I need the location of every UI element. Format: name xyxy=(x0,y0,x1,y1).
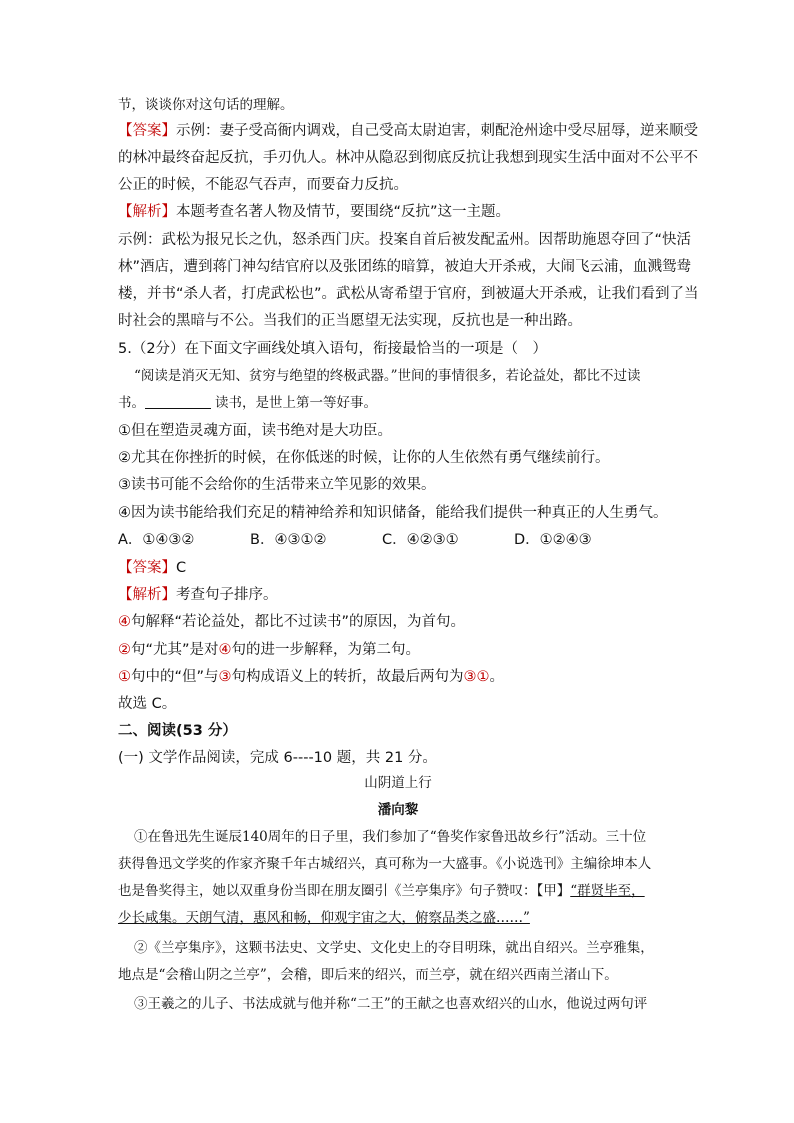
choice-c: C．④②③① xyxy=(382,532,459,548)
answer-tag: 【答案】 xyxy=(118,123,176,139)
sentence-option: ①但在塑造灵魂方面，读书绝对是大功臣。 xyxy=(118,423,392,439)
article-paragraph: 获得鲁迅文学奖的作家齐聚千年古城绍兴，真可称为一大盛事。《小说选刊》主编徐坤本人 xyxy=(118,856,652,872)
analysis-line: 【解析】考查句子排序。 xyxy=(118,587,278,603)
article-author: 潘向黎 xyxy=(377,802,419,818)
fill-blank xyxy=(145,394,211,409)
choice-options xyxy=(118,527,678,554)
analysis-tag: 【解析】 xyxy=(118,204,176,220)
quote-line: 书。 读书，是世上第一等好事。 xyxy=(118,395,377,411)
article-paragraph: 地点是“会稽山阴之兰亭”，会稽，即后来的绍兴，而兰亭，就在绍兴西南兰渚山下。 xyxy=(118,967,618,983)
choice-a: A．①④③② xyxy=(118,532,195,548)
text-line: 节，谈谈你对这句话的理解。 xyxy=(118,97,294,113)
subsection-heading: (一) 文学作品阅读，完成 6----10 题，共 21 分。 xyxy=(118,750,437,766)
text-line: 故选 C。 xyxy=(118,696,177,712)
analysis-tag: 【解析】 xyxy=(118,587,176,603)
analysis-text: ①句中的“但”与③句构成语义上的转折，故最后两句为③①。 xyxy=(118,669,505,685)
text-line: 示例：武松为报兄长之仇，怒杀西门庆。投案自首后被发配孟州。因帮助施恩夺回了“快活 xyxy=(118,232,692,248)
analysis-line: 【解析】本题考查名著人物及情节，要围绕“反抗”这一主题。 xyxy=(118,204,511,220)
article-title: 山阴道上行 xyxy=(364,775,432,791)
analysis-text: ②句“尤其”是对④句的进一步解释，为第二句。 xyxy=(118,642,421,658)
choice-b: B．④③①② xyxy=(250,532,327,548)
answer-line: 【答案】C xyxy=(118,560,187,576)
question-stem: 5.（2分）在下面文字画线处填入语句，衔接最恰当的一项是（ ） xyxy=(118,341,548,357)
text-line: 林”酒店，遭到蒋门神勾结官府以及张团练的暗算，被迫大开杀戒，大闹飞云浦，血溅鸳鸯 xyxy=(118,259,692,275)
answer-line: 【答案】示例：妻子受高衙内调戏，自己受高太尉迫害，刺配沧州途中受尽屈辱，逆来顺受 xyxy=(118,123,698,139)
text-line: 的林冲最终奋起反抗，手刃仇人。林冲从隐忍到彻底反抗让我想到现实生活中面对不公平不 xyxy=(118,150,698,166)
article-paragraph: ①在鲁迅先生诞辰140周年的日子里，我们参加了“鲁奖作家鲁迅故乡行”活动。三十位 xyxy=(134,829,647,845)
article-paragraph: ③王羲之的儿子、书法成就与他并称“二王”的王献之也喜欢绍兴的山水，他说过两句评 xyxy=(134,996,648,1012)
article-paragraph: 也是鲁奖得主，她以双重身份当即在朋友圈引《兰亭集序》句子赞叹：【甲】“群贤毕至， xyxy=(118,883,645,899)
text-line: 时社会的黑暗与不公。当我们的正当愿望无法实现，反抗也是一种出路。 xyxy=(118,313,582,329)
section-heading: 二、阅读(53 分） xyxy=(118,723,237,739)
article-paragraph: ②《兰亭集序》，这颗书法史、文学史、文化史上的夺目明珠，就出自绍兴。兰亭雅集， xyxy=(134,940,654,956)
article-paragraph: 少长咸集。天朗气清，惠风和畅，仰观宇宙之大，俯察品类之盛……” xyxy=(118,910,530,926)
answer-tag: 【答案】 xyxy=(118,560,176,576)
choice-d: D．①②④③ xyxy=(514,532,592,548)
text-line: 楼，并书“杀人者，打虎武松也”。武松从寄希望于官府，到被逼大开杀戒，让我们看到了当 xyxy=(118,286,699,302)
quote-line: “阅读是消灭无知、贫穷与绝望的终极武器。”世间的事情很多，若论益处，都比不过读 xyxy=(134,368,641,384)
sentence-option: ③读书可能不会给你的生活带来立竿见影的效果。 xyxy=(118,477,436,493)
text-line: 公正的时候，不能忍气吞声，而要奋力反抗。 xyxy=(118,177,408,193)
sentence-option: ④因为读书能给我们充足的精神给养和知识储备，能给我们提供一种真正的人生勇气。 xyxy=(118,505,668,521)
analysis-text: ④句解释“若论益处，都比不过读书”的原因，为首句。 xyxy=(118,614,466,630)
sentence-option: ②尤其在你挫折的时候，在你低迷的时候，让你的人生依然有勇气继续前行。 xyxy=(118,450,610,466)
